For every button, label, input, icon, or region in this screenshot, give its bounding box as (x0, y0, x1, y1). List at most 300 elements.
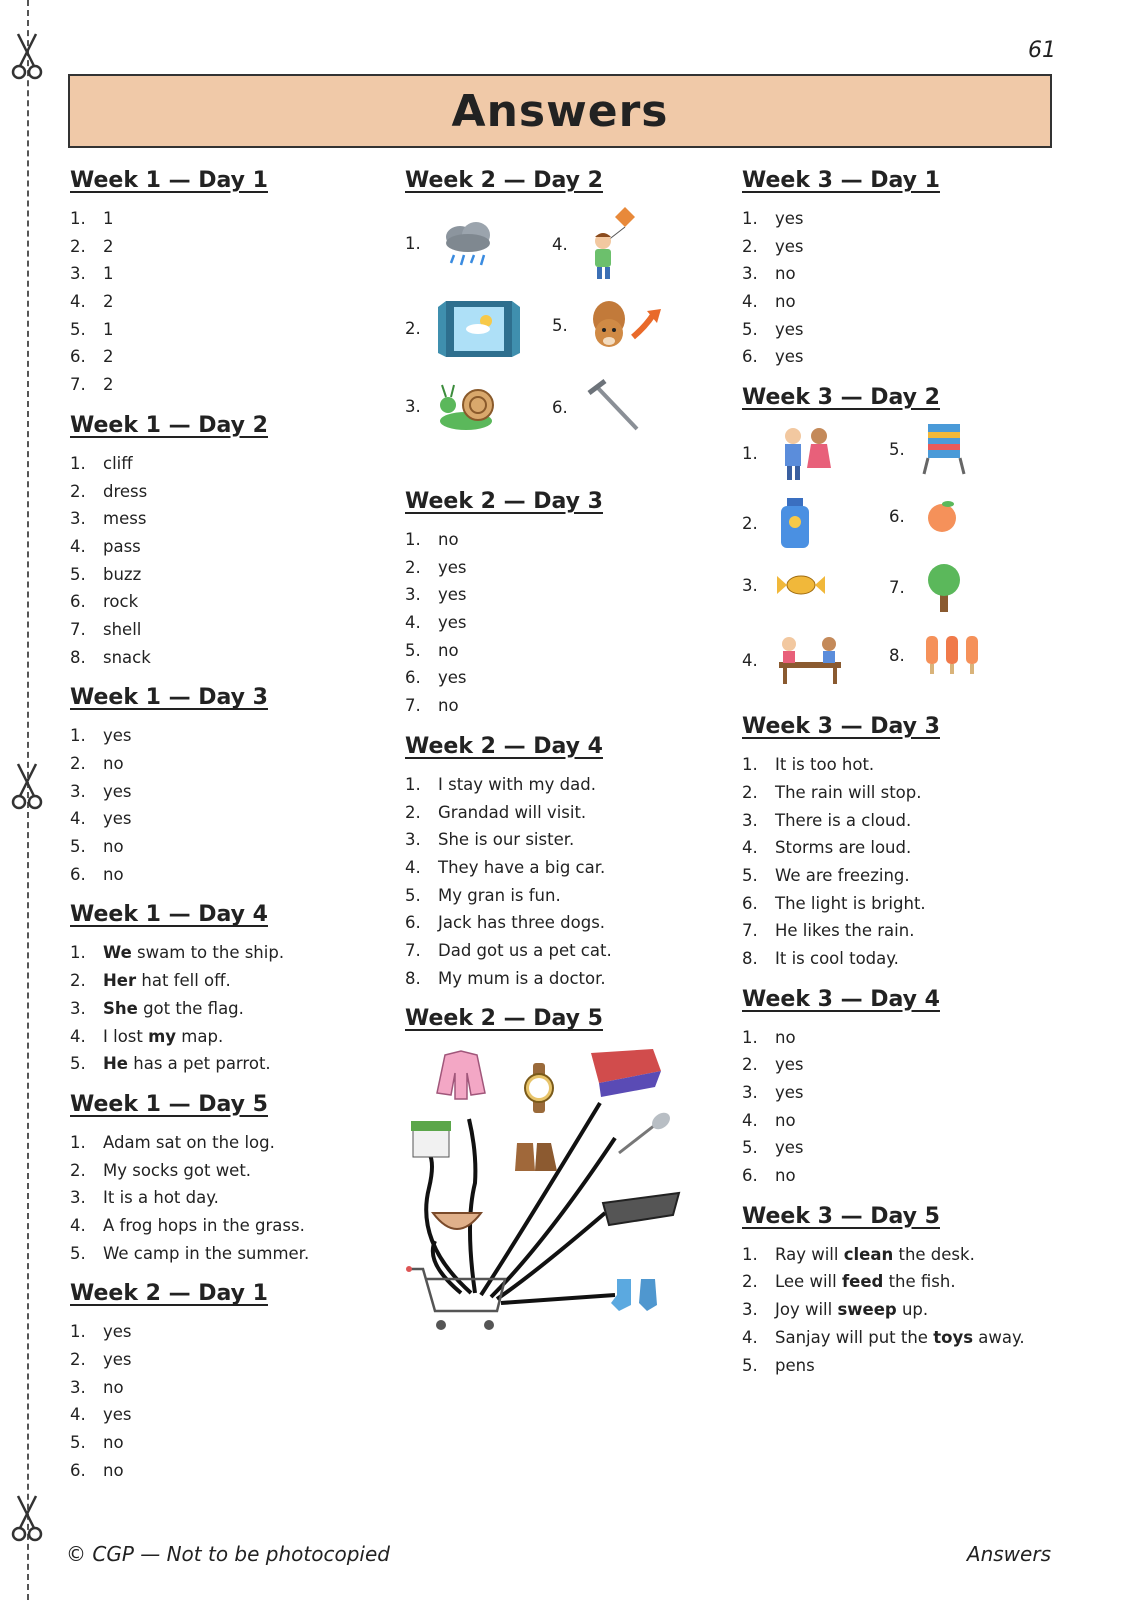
answer-text: Ray will (775, 1244, 844, 1264)
answer-number: 5. (70, 1433, 86, 1453)
picture-number: 4. (742, 650, 758, 670)
answer-number: 2. (70, 971, 86, 991)
answer-text: yes (103, 1350, 132, 1369)
answer-number: 8. (405, 968, 421, 988)
answer-number: 7. (405, 940, 421, 960)
section-heading: Week 3 — Day 4 (742, 986, 940, 1012)
answer-text: 1 (103, 209, 114, 228)
answer-text: We camp in the summer. (103, 1243, 310, 1263)
answer-text: away. (973, 1327, 1025, 1347)
answer-number: 3. (70, 1377, 86, 1397)
answer-bold: feed (841, 1272, 884, 1292)
answer-number: 2. (742, 782, 758, 802)
answer-item (742, 1162, 1062, 1190)
answer-text: yes (103, 726, 132, 746)
answer-item (742, 1051, 1062, 1079)
answer-text: 2 (103, 347, 114, 367)
section-w2d2 (405, 168, 725, 475)
answer-item (70, 778, 390, 806)
answer-text: 2 (103, 375, 114, 395)
answer-item (70, 1240, 390, 1268)
answer-number: 5. (742, 865, 758, 885)
section-heading: Week 2 — Day 1 (70, 1281, 268, 1307)
answer-number: 4. (70, 536, 86, 556)
answer-text: 2 (103, 236, 114, 256)
bowl-icon (433, 1213, 481, 1229)
answer-number: 6. (70, 347, 86, 367)
answer-number: 4. (70, 292, 86, 312)
answer-item (742, 779, 1062, 807)
picture-number: 3. (742, 575, 758, 595)
answer-item (405, 664, 725, 692)
answer-item (405, 799, 725, 827)
answer-item (70, 1429, 390, 1457)
answer-number: 7. (70, 375, 86, 395)
answer-text: swam to the ship. (131, 943, 285, 963)
answer-number: 3. (742, 810, 758, 830)
answer-number: 1. (70, 726, 86, 746)
column-2 (405, 168, 725, 1371)
answer-item (70, 939, 390, 967)
answer-number: 3. (70, 781, 86, 801)
answer-number: 6. (742, 1166, 758, 1186)
section-footer: Answers (966, 1542, 1051, 1566)
answer-item (70, 833, 390, 861)
answer-number: 4. (70, 809, 86, 829)
answer-text: yes (775, 1055, 804, 1075)
answer-text: Dad got us a pet cat. (438, 940, 612, 960)
answer-item (742, 807, 1062, 835)
answer-item (742, 316, 1062, 344)
answer-text: 1 (103, 319, 114, 339)
answer-text: no (775, 292, 796, 312)
section-w2d4 (405, 734, 725, 993)
answer-item (742, 1134, 1062, 1162)
answer-item (70, 561, 390, 589)
answer-item (742, 862, 1062, 890)
answer-item (70, 260, 390, 288)
answer-number: 6. (70, 592, 86, 612)
answer-text: snack (103, 647, 151, 667)
section-w3d4 (742, 987, 1062, 1190)
answer-text: It is cool today. (775, 948, 899, 968)
answer-item (405, 826, 725, 854)
answer-text: no (438, 696, 459, 716)
answer-number: 4. (742, 1327, 758, 1347)
section-heading: Week 3 — Day 3 (742, 714, 940, 740)
answer-text: The light is bright. (775, 893, 926, 913)
picture-number: 6. (552, 397, 568, 417)
answer-text: yes (438, 613, 467, 633)
answer-number: 5. (70, 319, 86, 339)
picture-number: 2. (405, 318, 421, 338)
answer-item (70, 644, 390, 672)
answer-item (70, 1346, 390, 1374)
answer-number: 8. (70, 647, 86, 667)
answer-number: 4. (405, 613, 421, 633)
picture-number: 6. (889, 506, 905, 526)
answer-item (70, 450, 390, 478)
answer-number: 2. (70, 236, 86, 256)
answer-item (405, 909, 725, 937)
answer-text: no (103, 864, 124, 884)
answer-number: 6. (70, 1460, 86, 1480)
section-heading: Week 3 — Day 1 (742, 168, 940, 193)
answer-number: 6. (405, 913, 421, 933)
answer-number: 4. (70, 1405, 86, 1425)
answer-text: shell (103, 619, 142, 639)
answer-number: 4. (742, 292, 758, 312)
answer-text: yes (438, 557, 467, 577)
section-heading: Week 3 — Day 2 (742, 385, 940, 411)
answer-number: 5. (70, 1243, 86, 1263)
answer-list (70, 1318, 390, 1484)
answer-number: 1. (405, 530, 421, 549)
answer-item (742, 1079, 1062, 1107)
ice-lollies-icon (922, 632, 982, 678)
scissors-icon (10, 32, 44, 82)
sun-cream-icon (775, 496, 815, 550)
answer-number: 1. (742, 1027, 758, 1047)
answer-number: 3. (405, 585, 421, 605)
answer-number: 6. (742, 347, 758, 367)
answer-item (405, 637, 725, 665)
answer-text: buzz (103, 564, 142, 584)
answer-number: 2. (405, 802, 421, 822)
answer-item (70, 805, 390, 833)
answer-number: 4. (742, 1110, 758, 1130)
answer-item (70, 1129, 390, 1157)
picture-number: 7. (889, 577, 905, 597)
answer-item (742, 1352, 1062, 1380)
answer-number: 1. (70, 209, 86, 228)
children-icon (775, 422, 839, 484)
answer-list (70, 450, 390, 672)
answer-item (742, 917, 1062, 945)
answer-text: yes (103, 1322, 132, 1342)
section-heading: Week 1 — Day 3 (70, 685, 268, 711)
answer-number: 7. (70, 619, 86, 639)
answer-text: 1 (103, 264, 114, 284)
boots-icon (515, 1143, 557, 1171)
answer-bold: my (148, 1026, 177, 1046)
answer-list (405, 526, 725, 720)
nail-icon (585, 379, 645, 435)
answer-number: 5. (70, 837, 86, 857)
section-w1d3 (70, 685, 390, 888)
section-w1d4 (70, 902, 390, 1077)
answer-text: yes (438, 585, 467, 605)
answer-number: 2. (70, 1350, 86, 1369)
answer-number: 8. (742, 948, 758, 968)
answer-list (742, 751, 1062, 973)
answer-text: no (103, 1433, 124, 1453)
answer-number: 2. (70, 481, 86, 501)
answer-item (742, 205, 1062, 233)
deckchair-icon (922, 422, 968, 476)
answer-number: 2. (742, 1272, 758, 1292)
section-w1d1 (70, 168, 390, 399)
answer-number: 6. (742, 893, 758, 913)
answer-item (70, 750, 390, 778)
section-heading: Week 2 — Day 3 (405, 489, 603, 514)
answer-text: rock (103, 592, 139, 612)
tree-icon (922, 560, 966, 614)
answer-text: the desk. (893, 1244, 975, 1264)
answer-number: 7. (405, 696, 421, 716)
spoon-icon (619, 1110, 673, 1154)
answer-text: My gran is fun. (438, 885, 561, 905)
section-w2d1 (70, 1281, 390, 1484)
answer-item (70, 505, 390, 533)
answer-text: Joy will (775, 1300, 838, 1320)
answer-text: no (438, 530, 459, 549)
section-w2d5 (405, 1006, 725, 1357)
answer-number: 6. (405, 668, 421, 688)
answer-text: up. (896, 1300, 929, 1320)
squirrel-icon (585, 297, 669, 353)
answer-item (742, 343, 1062, 371)
answer-item (742, 1024, 1062, 1052)
answer-text: He likes the rain. (775, 921, 915, 941)
answer-item (742, 890, 1062, 918)
coat-icon (437, 1051, 485, 1099)
answer-item (405, 965, 725, 993)
section-w3d3 (742, 714, 1062, 973)
answer-number: 3. (70, 1188, 86, 1208)
answer-text: yes (775, 1083, 804, 1102)
scissors-icon (10, 762, 44, 812)
answer-text: yes (103, 1405, 132, 1425)
answer-text: no (103, 754, 124, 773)
picture-number: 5. (552, 315, 568, 335)
answer-number: 3. (742, 1083, 758, 1102)
section-heading: Week 1 — Day 2 (70, 412, 268, 438)
answer-item (70, 1374, 390, 1402)
picture-answers (742, 422, 1062, 700)
answer-item (70, 995, 390, 1023)
section-w3d5 (742, 1204, 1062, 1379)
answer-text: I stay with my dad. (438, 774, 596, 794)
answer-number: 2. (405, 557, 421, 577)
answer-list (70, 939, 390, 1077)
answer-number: 2. (742, 236, 758, 256)
answer-text: yes (103, 809, 132, 829)
section-heading: Week 1 — Day 5 (70, 1091, 268, 1117)
answer-item (742, 834, 1062, 862)
answer-text: no (103, 837, 124, 857)
answer-text: no (775, 1110, 796, 1130)
answer-item (70, 1050, 390, 1078)
answer-item (70, 1457, 390, 1485)
answer-text: no (775, 264, 796, 284)
peach-icon (922, 496, 962, 536)
answer-text: yes (775, 236, 804, 256)
answer-number: 2. (742, 1055, 758, 1075)
answer-number: 3. (405, 830, 421, 850)
answer-number: 3. (70, 264, 86, 284)
answer-text: no (103, 1377, 124, 1397)
answer-text: pass (103, 536, 141, 556)
answer-item (70, 343, 390, 371)
answer-number: 5. (70, 1054, 86, 1074)
answer-text: no (775, 1166, 796, 1186)
answer-number: 1. (70, 1132, 86, 1152)
answer-text: has a pet parrot. (128, 1054, 271, 1074)
answer-item (70, 1401, 390, 1429)
answer-text: the fish. (883, 1272, 956, 1292)
picture-number: 1. (405, 233, 421, 253)
answer-bold: Her (103, 971, 137, 991)
answer-number: 5. (742, 319, 758, 339)
window-icon (438, 297, 520, 359)
answer-number: 3. (742, 1300, 758, 1320)
answer-text: yes (775, 209, 804, 228)
answer-text: A frog hops in the grass. (103, 1215, 305, 1235)
answer-text: yes (775, 347, 804, 367)
answer-number: 4. (742, 838, 758, 858)
answer-text: Adam sat on the log. (103, 1132, 275, 1152)
answer-number: 7. (742, 921, 758, 941)
section-heading: Week 2 — Day 5 (405, 1006, 603, 1032)
answer-number: 5. (405, 885, 421, 905)
answer-number: 3. (70, 998, 86, 1018)
watch-icon (525, 1063, 553, 1113)
answer-text: There is a cloud. (775, 810, 912, 830)
answer-list (742, 205, 1062, 371)
page-number: 61 (1028, 38, 1056, 63)
answer-text: yes (103, 781, 132, 801)
answer-text: dress (103, 481, 148, 501)
answer-text: My socks got wet. (103, 1160, 252, 1180)
picture-number: 5. (889, 439, 905, 459)
answer-text: Storms are loud. (775, 838, 912, 858)
answer-text: We are freezing. (775, 865, 910, 885)
answer-text: They have a big car. (438, 857, 606, 877)
answer-item (70, 616, 390, 644)
answer-item (742, 1241, 1062, 1269)
column-1 (70, 168, 390, 1498)
answer-bold: sweep (837, 1300, 897, 1320)
answer-item (742, 1296, 1062, 1324)
answer-text: map. (176, 1026, 224, 1046)
answer-number: 1. (742, 1244, 758, 1264)
answer-bold: He (103, 1054, 128, 1074)
answer-item (70, 967, 390, 995)
answer-item (405, 937, 725, 965)
rain-cloud-icon (438, 215, 498, 271)
answer-bold: clean (843, 1244, 894, 1264)
scissors-icon (10, 1494, 44, 1544)
answer-bold: toys (933, 1327, 974, 1347)
answer-number: 5. (70, 564, 86, 584)
section-w1d2 (70, 413, 390, 672)
answer-number: 4. (70, 1026, 86, 1046)
answer-number: 4. (405, 857, 421, 877)
answer-item (70, 316, 390, 344)
answer-number: 3. (70, 509, 86, 529)
picture-number: 2. (742, 513, 758, 533)
picture-number: 8. (889, 645, 905, 665)
answer-item (405, 554, 725, 582)
answer-text: Lee will (775, 1272, 842, 1292)
answer-item (70, 588, 390, 616)
answer-item (405, 526, 725, 554)
answer-text: I lost (103, 1026, 149, 1046)
picture-number: 4. (552, 234, 568, 254)
answer-number: 6. (70, 864, 86, 884)
answer-item (405, 882, 725, 910)
answer-list (70, 722, 390, 888)
answer-item (742, 1324, 1062, 1352)
tray-icon (603, 1193, 679, 1225)
section-heading: Week 1 — Day 1 (70, 168, 268, 193)
answer-item (405, 609, 725, 637)
answer-text: yes (438, 668, 467, 688)
answer-text: My mum is a doctor. (438, 968, 606, 988)
answer-item (405, 581, 725, 609)
answer-item (742, 233, 1062, 261)
matching-picture (405, 1043, 695, 1353)
answer-text: cliff (103, 453, 133, 473)
answer-text: no (103, 1460, 124, 1480)
answer-text: The rain will stop. (775, 782, 922, 802)
answer-list (742, 1241, 1062, 1379)
answer-number: 1. (405, 774, 421, 794)
answer-number: 5. (742, 1355, 758, 1375)
section-w2d3 (405, 489, 725, 720)
answer-item (405, 692, 725, 720)
answer-text: Grandad will visit. (438, 802, 587, 822)
answer-list (70, 205, 390, 399)
picture-answers (405, 205, 725, 475)
kite-girl-icon (585, 205, 637, 283)
section-heading: Week 1 — Day 4 (70, 902, 268, 928)
answer-item (70, 233, 390, 261)
answer-number: 1. (742, 755, 758, 775)
answer-item (70, 861, 390, 889)
matching-lines (426, 1103, 615, 1303)
socks-icon (611, 1279, 657, 1311)
picture-number: 3. (405, 396, 421, 416)
answer-number: 5. (742, 1138, 758, 1158)
answer-item (70, 1184, 390, 1212)
answer-item (742, 1107, 1062, 1135)
answer-text: She is our sister. (438, 830, 575, 850)
section-w3d2 (742, 385, 1062, 700)
answer-list (70, 1129, 390, 1267)
copyright-footer: © CGP — Not to be photocopied (66, 1542, 390, 1566)
answer-item (70, 1318, 390, 1346)
answer-number: 1. (742, 209, 758, 228)
answer-number: 1. (70, 1322, 86, 1342)
answer-item (742, 288, 1062, 316)
answer-item (742, 945, 1062, 973)
answer-item (405, 854, 725, 882)
answer-number: 5. (405, 640, 421, 660)
answer-item (70, 1023, 390, 1051)
column-3 (742, 168, 1062, 1393)
answer-list (742, 1024, 1062, 1190)
answer-text: It is too hot. (775, 755, 875, 775)
blanket-icon (591, 1049, 661, 1097)
answer-item (742, 1268, 1062, 1296)
answer-number: 1. (70, 453, 86, 473)
answer-list (405, 771, 725, 993)
picture-number: 1. (742, 443, 758, 463)
answer-text: no (438, 640, 459, 660)
answer-item (70, 205, 390, 233)
